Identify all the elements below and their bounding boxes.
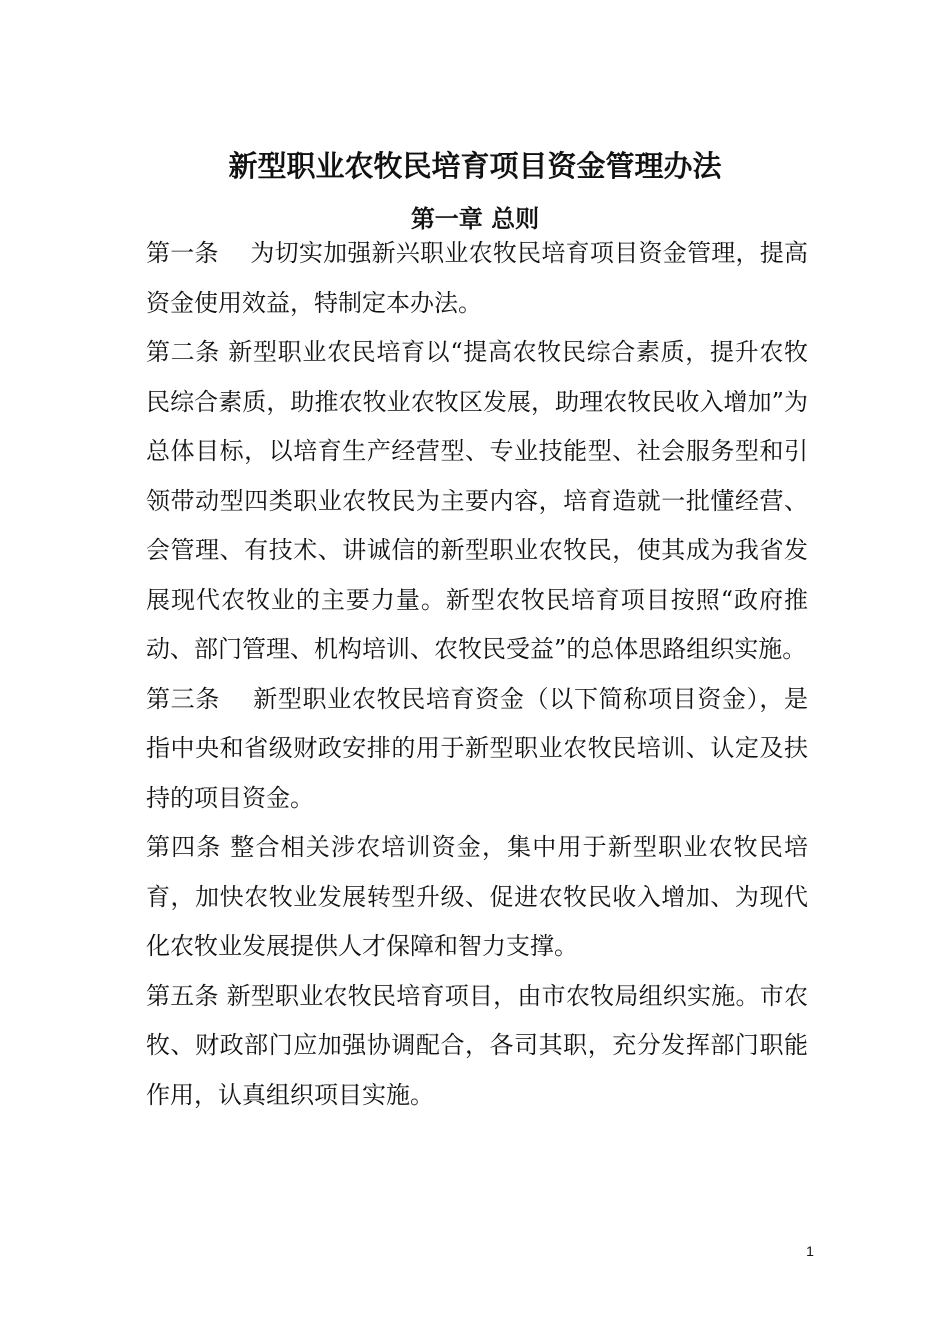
chapter-heading: 第一章 总则 — [410, 203, 540, 233]
article-1: 第一条 为切实加强新兴职业农牧民培育项目资金管理，提高资金使用效益，特制定本办法。 — [146, 239, 808, 317]
document-body — [146, 229, 808, 1120]
document-title: 新型职业农牧民培育项目资金管理办法 — [228, 149, 722, 184]
article-4: 第四条 整合相关涉农培训资金，集中用于新型职业农牧民培育，加快农牧业发展转型升级、促进农牧民收入增加、为现代化农牧业发展提供人才保障和智力支撑。 — [146, 833, 808, 960]
article-2: 第二条 新型职业农民培育以“提高农牧民综合素质，提升农牧民综合素质，助推农牧业农牧区发展，助理农牧民收入增加”为总体目标，以培育生产经营型、专业技能型、社会服务型和引领带动型四类职业农牧民为主要内容，培育造就一批懂经营、会管理、有技术、讲诚信的新型职业农牧民，使其成为我省发展现代农牧业的主要力量。新型农牧民培育项目按照“政府推动、部门管理、机构培训、农牧民受益”的总体思路组织实施。 — [146, 338, 808, 663]
page-number: 1 — [806, 1243, 814, 1259]
article-3: 第三条 新型职业农牧民培育资金（以下简称项目资金），是指中央和省级财政安排的用于新型职业农牧民培训、认定及扶持的项目资金。 — [146, 684, 808, 812]
article-5: 第五条 新型职业农牧民培育项目，由市农牧局组织实施。市农牧、财政部门应加强协调配合，各司其职，充分发挥部门职能作用，认真组织项目实施。 — [146, 981, 808, 1109]
